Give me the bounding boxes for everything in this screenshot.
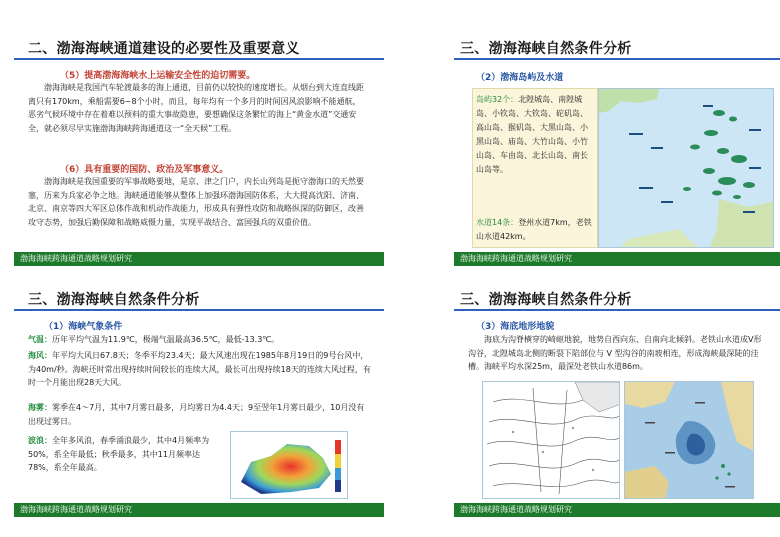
- paragraph-waves: [28, 434, 224, 475]
- islands-list: [476, 93, 594, 177]
- fog-lead: 海雾：: [28, 403, 52, 412]
- section-heading-seabed: （3）海底地形地貌: [476, 322, 555, 332]
- footer-text: 渤海海峡跨海通道战略规划研究: [460, 505, 572, 514]
- slide-necessity: [14, 30, 384, 266]
- channels-list: [476, 216, 594, 244]
- section-heading-climate: （1）海峡气象条件: [44, 322, 123, 332]
- wind-heatmap-graphic: [231, 432, 348, 499]
- slide-title: 二、渤海海峡通道建设的必要性及重要意义: [28, 41, 300, 57]
- slide-climate: [14, 281, 384, 517]
- waves-lead: 波浪：: [28, 436, 52, 445]
- fog-text: 雾季在4～7月，其中7月雾日最多，月均雾日为4.4天；9至翌年1月雾日最少，10月没有出现过雾日。: [28, 403, 365, 426]
- slide-seabed: [454, 281, 780, 517]
- title-rule: [14, 58, 384, 60]
- wind-lead: 海风：: [28, 351, 52, 360]
- temperature-text: 历年平均气温为11.9℃，极端气温最高36.5℃，最低-13.3℃。: [52, 335, 280, 344]
- seabed-depth-graphic: [625, 382, 754, 499]
- footer-bar: [454, 252, 780, 266]
- title-rule: [454, 58, 780, 60]
- title-rule: [454, 309, 780, 311]
- slide-islands: [454, 30, 780, 266]
- paragraph-temperature: [28, 333, 372, 347]
- temperature-lead: 气温：: [28, 335, 52, 344]
- section-heading-islands: （2）渤海岛屿及水道: [476, 73, 564, 83]
- wind-text: 年平均大风日67.8天；冬季平均23.4天；最大风速出现在1985年8月19日的9号台风中，为40m/秒。海峡还时常出现持续时间较长的连续大风，最长可出现持续18天的连续大风过程，有时一个月能出现28天大风。: [28, 351, 371, 387]
- paragraph-seabed: 海底为沟脊横穿的崎岖地貌，地势自西向东、自南向北倾斜。老铁山水道成V形沟谷，北隍城岛北侧的断裂下陷部位与 V 型沟谷的南坡相连，形成海峡最深陡的洼槽。海峡平均水深25m，最深处老铁山水道86m。: [468, 335, 762, 371]
- islands-map-graphic: [599, 89, 774, 248]
- wind-heatmap-image: [230, 431, 348, 499]
- islands-names: 北隍城岛、南隍城岛、小钦岛、大钦岛、砣矶岛、高山岛、猴矶岛、大黑山岛、小黑山岛、庙岛、大竹山岛、小竹山岛、车由岛、北长山岛、南长山岛等。: [476, 95, 588, 174]
- section-heading-defense: （6）具有重要的国防、政治及军事意义。: [60, 165, 229, 175]
- paragraph-safety: 渤海海峡是我国汽车轮渡最多的海上通道，目前仍以较快的速度增长。从烟台到大连直线距离只有170km，乘船需要6~8个小时，而且，每年均有一个多月的时间因风浪影响不能通航，恶劣气候环境中存在着难以预料的重大事故隐患，要想确保这条繁忙的海上“黄金水道”交通安全，就必须尽早实施渤海海峡跨海通道这一“全天候”工程。: [28, 83, 364, 133]
- slide-title: 三、渤海海峡自然条件分析: [460, 292, 632, 308]
- slide-title: 三、渤海海峡自然条件分析: [28, 292, 200, 308]
- title-rule: [14, 309, 384, 311]
- footer-text: 渤海海峡跨海通道战略规划研究: [20, 505, 132, 514]
- islands-map-image: [598, 88, 774, 248]
- waves-text: 全年多风浪，春季涌浪最少，其中4月频率为50%，系全年最低；秋季最多，其中11月频率达78%，系全年最高。: [28, 436, 210, 472]
- paragraph-wind: [28, 349, 372, 390]
- channels-text: 登州水道7km，老铁山水道42km。: [476, 218, 592, 241]
- footer-text: 渤海海峡跨海通道战略规划研究: [460, 254, 572, 263]
- section-heading-safety: （5）提高渤海海峡水上运输安全性的迫切需要。: [60, 71, 256, 81]
- islands-lead: 岛屿32个：: [476, 95, 519, 104]
- footer-bar: [14, 503, 384, 517]
- footer-text: 渤海海峡跨海通道战略规划研究: [20, 254, 132, 263]
- footer-bar: [14, 252, 384, 266]
- seabed-contour-graphic: [483, 382, 620, 499]
- channels-lead: 水道14条：: [476, 218, 519, 227]
- footer-bar: [454, 503, 780, 517]
- seabed-contour-map: [482, 381, 620, 499]
- paragraph-defense: 渤海海峡是我国重要的军事战略要地，是京、津之门户，内长山列岛是扼守渤海口的天然要塞，历来为兵家必争之地。海峡通道能够从整体上加强环渤海国防体系，大大提高沈阳、济南、北京、南京等四大军区总体作战和机动作战能力，形成具有弹性攻防和战略纵深的防御区，改善攻守态势，加强后勤保障和战略威慑力量，实现平战结合、富国强兵的双重价值。: [28, 177, 364, 227]
- paragraph-fog: [28, 401, 372, 428]
- slide-title: 三、渤海海峡自然条件分析: [460, 41, 632, 57]
- seabed-depth-map: [624, 381, 754, 499]
